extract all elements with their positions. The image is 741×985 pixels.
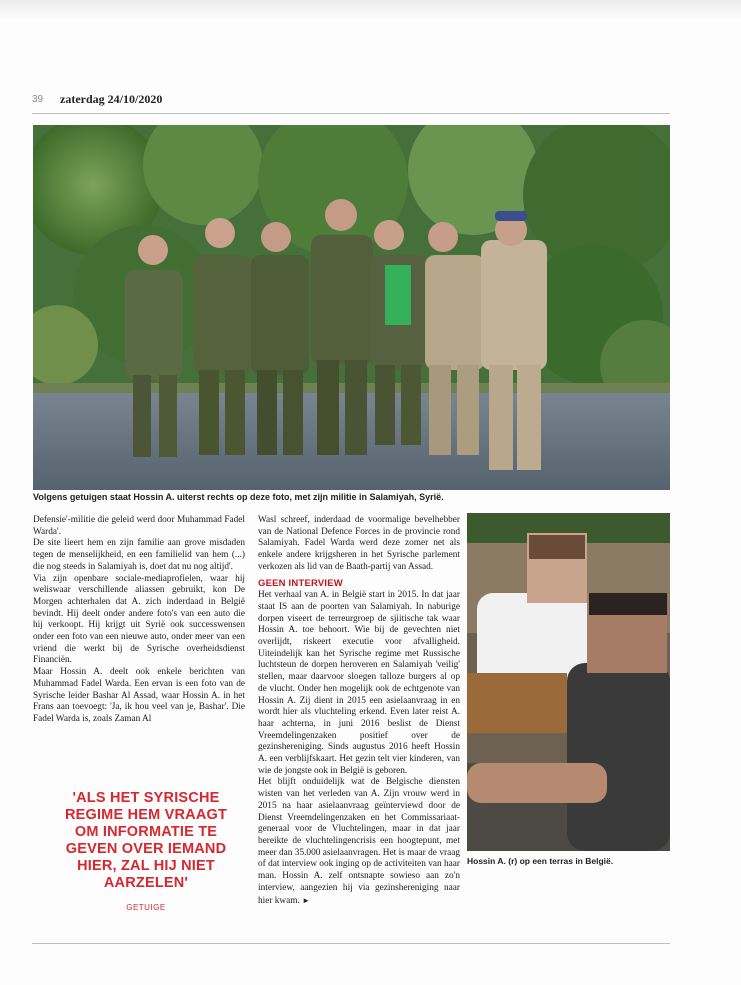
pull-quote-source: GETUIGE [126,903,166,912]
page-edge [0,0,741,20]
article-column-2 [258,515,460,907]
footer-divider [32,943,670,944]
paragraph: Het verhaal van A. in België start in 2015. In dat jaar staat IS aan de poorten van Salamiyah. In naburige dorpen viseert de terreurgroep de sjiitische tak waar Hossin A. toe behoort. Wie bij de gevechten niet overlijdt, riskeert executie voor afvalligheid. Uiteindelijk kan het Syrische regime met Russische luchtsteun de dorpen heroveren en Salamiyah 'veilig' stellen, maar daarvoor sloegen talloze burgers al op de vlucht. Onder hen mogelijk ook de echtgenote van Hossin A. Zij dient in 2015 een asielaanvraag in en wordt hier als vluchteling erkend. Even later reist A. haar achterna, in juni 2016 beslist de Dienst Vreemdelingenzaken positief over de gezinshereniging. Sinds augustus 2016 heeft Hossin A. een verblijfskaart. Het gezin telt vier kinderen, van wie de jongste ook in België is geboren. [258,590,460,776]
paragraph: Defensie'-militie die geleid werd door Muhammad Fadel Warda'. [33,515,245,537]
militia-group-photo [33,125,670,490]
paragraph: Via zijn openbare sociale-mediaprofielen, waar hij weliswaar verschillende aliassen gebruikt, kon De Morgen achterhalen dat A. zich inderdaad in België bevindt. Hij deelt onder andere foto's van een auto die hij verkoopt. Hij krijgt uit Syrië ook successwensen onder een foto van een nieuwe auto, onder meer van een vriend die werkt bij de Syrische overheidsdienst Financiën. [33,573,245,666]
side-photo-caption: Hossin A. (r) op een terras in België. [467,856,614,866]
paragraph [258,777,460,907]
paragraph: Maar Hossin A. deelt ook enkele berichten van Muhammad Fadel Warda. Een ervan is een foto van de Syrische leider Bashar Al Assad, waar Hossin A. in het Frans aan toevoegt: 'Ja, ik hou veel van je, Bashar'. Die Fadel Warda is, zoals Zaman Al [33,667,245,724]
continue-arrow-icon: ► [302,895,311,905]
page-header [32,92,672,114]
header-divider [32,113,670,114]
paragraph: De site lieert hem en zijn familie aan grove misdaden tegen de menselijkheid, en een familielid van hem (...) die nog steeds in Salamiyah is, doet dat nu nog altijd'. [33,538,245,572]
section-subhead: GEEN INTERVIEW [258,577,343,589]
page-number: 39 [32,94,44,105]
terrace-photo-illustration [467,513,670,851]
issue-date: zaterdag 24/10/2020 [60,92,163,106]
terrace-photo [467,513,670,851]
militia-group-photo-illustration [33,125,670,490]
pull-quote: 'ALS HET SYRISCHE REGIME HEM VRAAGT OM INFORMATIE TE GEVEN OVER IEMAND HIER, ZAL HIJ NIET AARZELEN' [64,790,228,891]
paragraph: Wasl schreef, inderdaad de voormalige bevelhebber van de National Defence Forces in de provincie rond Salamiyah. Fadel Warda werd deze zomer net als enkele andere krijgsheren in het Syrische parlement verkozen als lid van de Baath-partij van Assad. [258,515,460,572]
paragraph-text: Het blijft onduidelijk wat de Belgische diensten wisten van het verleden van A. Zijn vrouw werd in 2015 na haar asielaanvraag geïnterviewd door de Dienst Vreemdelingenzaken en het Commissariaat-generaal voor de Vluchtelingen, maar in dat jaar bereikte de vluchtelingencrisis een hoogtepunt, met meer dan 35.000 asielaanvragen. Het is maar de vraag of dat interview ook inging op de activiteiten van haar man. Hossin A. zelf ontsnapte sowieso aan zo'n interview, aangezien hij via gezinshereniging naar hier kwam. [258,777,460,906]
article-column-1 [33,515,245,726]
main-photo-caption: Volgens getuigen staat Hossin A. uiterst rechts op deze foto, met zijn militie in Salamiyah, Syrië. [33,492,444,502]
